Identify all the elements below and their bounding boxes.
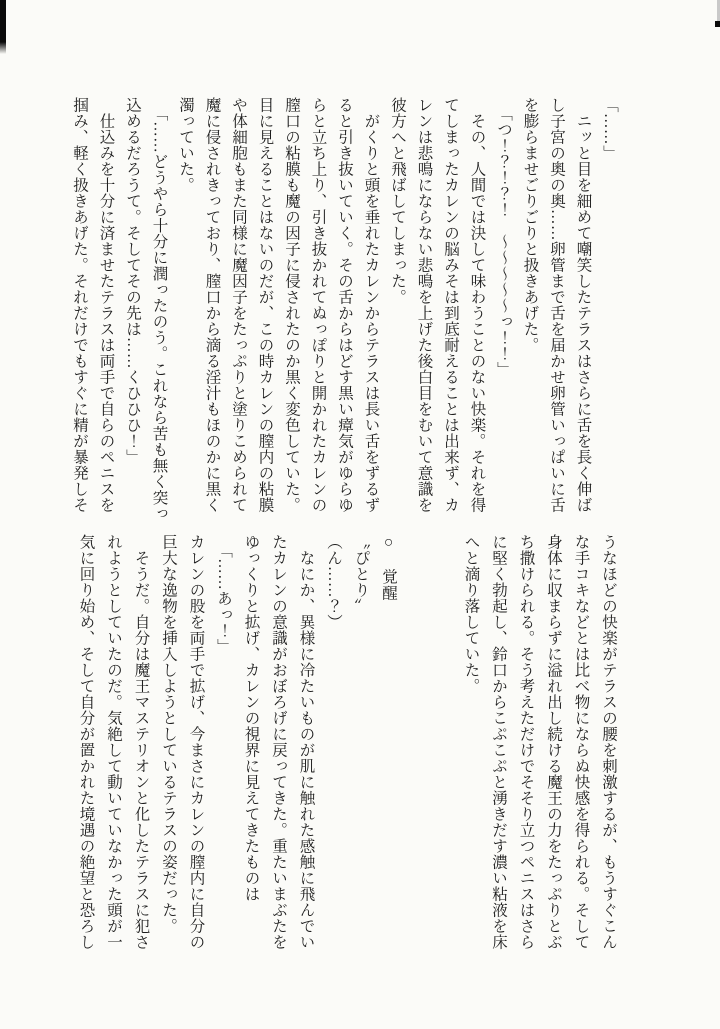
text-line: がくりと頭を垂れたカレンからテラスは長い舌をずるず bbox=[362, 97, 380, 513]
text-line: 目に見えることはないのだが、この時カレンの膣内の粘膜 bbox=[256, 97, 274, 513]
text-line: な手コキなどとは比べ物にならぬ快感を得られる。そして bbox=[572, 534, 590, 950]
text-line: ると引き抜いていく。その舌からはどす黒い瘴気がゆらゆ bbox=[336, 97, 353, 513]
text-line: （ん……？） bbox=[325, 534, 342, 630]
text-line: 「……どうやら十分に潤ったのう。これなら苦も無く突っ bbox=[150, 97, 168, 522]
text-line: なにか、異様に冷たいものが肌に触れた感触に飛んでい bbox=[297, 534, 315, 950]
text-line: を膨らませごりごりと扱きあげた。 bbox=[521, 97, 539, 353]
text-line: や体細胞もまた同様に魔因子をたっぷりと塗りこめられて bbox=[230, 97, 247, 513]
text-line bbox=[430, 534, 458, 946]
text-line: 〝ぴとり〟 bbox=[352, 534, 370, 614]
text-line: ゆっくりと拡げ、カレンの視界に見えてきたものは bbox=[242, 534, 260, 902]
text-line: 身体に収まらずに溢れ出し続ける魔王の力をたっぷりとぶ bbox=[545, 534, 562, 950]
text-line: 「……あっ！」 bbox=[215, 534, 232, 655]
text-line: そうだ。自分は魔王マステリオンと化したテラスに犯さ bbox=[132, 534, 150, 950]
text-line: へと滴り落していた。 bbox=[462, 534, 480, 694]
text-line: たカレンの意識がおぼろげに戻ってきた。重たいまぶたを bbox=[270, 534, 287, 950]
text-line: れようとしていたのだ。気絶して動いていなかった頭が一 bbox=[105, 534, 122, 950]
text-block-bottom-page bbox=[72, 534, 622, 950]
text-line: に堅く勃起し、鈴口からこぷこぷと湧きだす濃い粘液を床 bbox=[490, 534, 507, 950]
text-line: その、人間では決して味わうことのない快楽。それを得 bbox=[468, 97, 486, 513]
text-line: 濁っていた。 bbox=[177, 97, 194, 193]
text-line: 彼方へと飛ばしてしまった。 bbox=[389, 97, 406, 305]
text-line: カレンの股を両手で拡げ、今まさにカレンの膣内に自分の bbox=[187, 534, 205, 950]
text-line: 「つ！？！？！ ～～～～～っ！！」 bbox=[495, 97, 512, 378]
text-line: てしまったカレンの脳みそは到底耐えることは出来ず、カ bbox=[442, 97, 459, 513]
text-line: ち撒けられる。そう考えただけでそそり立つペニスはさら bbox=[517, 534, 535, 950]
section-heading: ○ 覚醒 bbox=[380, 534, 397, 602]
text-line: 魔に侵されきっており、膣口から滴る淫汁もほのかに黒く bbox=[203, 97, 221, 513]
text-line: 込めるだろうて。そしてその先は……くひひひ！」 bbox=[124, 97, 141, 465]
text-line: し子宮の奥の奥……卵管まで舌を届かせ卵管いっぱいに舌 bbox=[548, 97, 565, 513]
text-line: 掴み、軽く扱きあげた。それだけでもすぐに精が暴発しそ bbox=[71, 97, 88, 513]
scan-edge-artifact-top-left bbox=[0, 0, 6, 54]
text-line: レンは悲鳴にならない悲鳴を上げた後白目をむいて意識を bbox=[415, 97, 433, 513]
text-line: 気に回り始め、そして自分が置かれた境遇の絶望と恐ろし bbox=[77, 534, 95, 950]
text-line: 膣口の粘膜も魔の因子に侵されたのか黒く変色していた。 bbox=[283, 97, 300, 513]
text-line bbox=[402, 534, 430, 946]
text-line: ニッと目を細めて嘲笑したテラスはさらに舌を長く伸ば bbox=[574, 97, 592, 513]
text-block-top-page bbox=[66, 97, 623, 522]
text-line: 「……」 bbox=[601, 97, 618, 161]
text-line: 巨大な逸物を挿入しようとしているテラスの姿だった。 bbox=[160, 534, 177, 934]
scan-edge-artifact-right-black bbox=[715, 21, 720, 27]
text-line: らと立ち上り、引き抜かれてぬっぽりと開かれたカレンの bbox=[309, 97, 327, 513]
text-line: 仕込みを十分に済ませたテラスは両手で自らのペニスを bbox=[97, 97, 115, 513]
text-line: うなほどの快楽がテラスの腰を刺激するが、もうすぐこん bbox=[600, 534, 617, 950]
